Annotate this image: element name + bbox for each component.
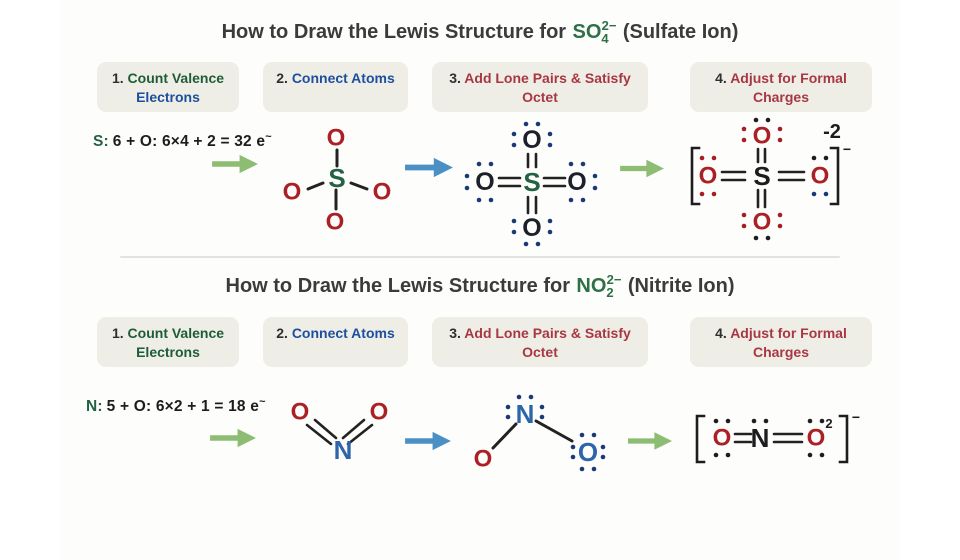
nitrite-formula-superscript: 2− xyxy=(606,272,622,287)
step-4-line-1: 4. Adjust for Formal xyxy=(715,325,847,341)
sulfate-electron-count xyxy=(93,131,272,151)
oxygen-atom-label: O xyxy=(282,178,302,206)
sulfate-step-1-box xyxy=(97,62,239,112)
green-arrow-icon xyxy=(628,430,672,452)
nitrite-step-1-box xyxy=(97,317,239,367)
sulfate-step-4-box xyxy=(690,62,872,112)
nitrite-title-suffix: (Nitrite Ion) xyxy=(627,275,735,297)
sulfur-atom-label: S xyxy=(328,163,346,193)
oxygen-atom-label: O xyxy=(806,424,826,452)
oxygen-atom-label: O xyxy=(522,214,542,242)
green-arrow-icon xyxy=(620,158,664,179)
sulfate-title-suffix: (Sulfate Ion) xyxy=(622,21,739,43)
step-2-line-1: 2. Connect Atoms xyxy=(276,70,395,86)
oxygen-atom-label: O xyxy=(810,162,830,190)
nitrite-element-symbol: N: xyxy=(86,398,103,415)
step-3-line-1: 3. Add Lone Pairs & Satisfy xyxy=(449,70,631,86)
oxygen-atom-label: O xyxy=(752,208,772,236)
sulfur-atom-label: S xyxy=(753,161,771,191)
sulfate-title-prefix: How to Draw the Lewis Structure for xyxy=(221,21,567,43)
step-1-line-2: Electrons xyxy=(136,344,200,360)
nitrite-title xyxy=(0,272,960,300)
blue-arrow-icon xyxy=(404,430,452,452)
oxygen-atom-label: O xyxy=(698,162,718,190)
sulfate-electron-superscript: ~ xyxy=(265,131,272,143)
nitrite-formula: $NO_2^{2-}$ xyxy=(576,272,622,300)
green-arrow-icon xyxy=(210,427,256,449)
oxygen-atom-label: O xyxy=(473,445,493,473)
step-2-line-1: 2. Connect Atoms xyxy=(276,325,395,341)
oxygen-atom-label: O xyxy=(752,122,772,150)
sulfate-electron-expression: 6 + O: 6×4 + 2 = 32 e xyxy=(112,133,266,150)
nitrite-step-3-box xyxy=(432,317,648,367)
step-3-line-2: Octet xyxy=(522,344,558,360)
sulfate-element-symbol: S: xyxy=(93,133,109,150)
nitrite-final-structure xyxy=(688,404,888,474)
nitrite-step-4-box xyxy=(690,317,872,367)
step-3-line-1: 3. Add Lone Pairs & Satisfy xyxy=(449,325,631,341)
oxygen-atom-label: O xyxy=(372,178,392,206)
step-4-line-1: 4. Adjust for Formal xyxy=(715,70,847,86)
oxygen-atom-label: O xyxy=(567,168,587,196)
oxygen-superscript: 2 xyxy=(825,416,833,431)
nitrite-electron-count xyxy=(86,396,266,416)
nitrite-skeletal-structure xyxy=(280,398,400,468)
oxygen-atom-label: O xyxy=(577,437,599,467)
sulfate-lone-pair-structure xyxy=(455,118,625,248)
nitrite-electron-expression: 5 + O: 6×2 + 1 = 18 e xyxy=(106,398,260,415)
step-3-line-2: Octet xyxy=(522,89,558,105)
sulfate-title xyxy=(0,18,960,46)
step-1-line-1: 1. Count Valence xyxy=(111,325,225,341)
nitrite-electron-superscript: ~ xyxy=(259,396,266,408)
oxygen-atom-label: O xyxy=(290,398,310,426)
nitrite-formula-subscript: 2 xyxy=(606,285,614,300)
nitrogen-atom-label: N xyxy=(515,399,535,429)
sulfate-step-2-box xyxy=(263,62,408,112)
net-charge-label: -2 xyxy=(823,121,841,143)
sulfate-final-structure xyxy=(680,112,870,260)
bracket-charge-superscript: − xyxy=(842,141,852,157)
oxygen-atom-label: O xyxy=(522,126,542,154)
oxygen-atom-label: O xyxy=(326,124,346,152)
oxygen-atom-label: O xyxy=(475,168,495,196)
oxygen-atom-label: O xyxy=(712,424,732,452)
nitrite-title-prefix: How to Draw the Lewis Structure for xyxy=(225,275,570,297)
nitrogen-atom-label: N xyxy=(750,423,770,453)
sulfate-formula-subscript: 4 xyxy=(601,31,609,46)
sulfate-formula-superscript: 2− xyxy=(601,18,617,33)
nitrite-step-2-box xyxy=(263,317,408,367)
oxygen-atom-label: O xyxy=(369,398,389,426)
sulfate-step-3-box xyxy=(432,62,648,112)
step-4-line-2: Charges xyxy=(752,344,810,360)
sulfate-skeletal-structure xyxy=(270,124,400,234)
section-divider xyxy=(120,256,840,258)
sulfur-atom-label: S xyxy=(523,167,541,197)
nitrogen-atom-label: N xyxy=(333,435,353,465)
step-1-line-1: 1. Count Valence xyxy=(111,70,225,86)
step-4-line-2: Charges xyxy=(752,89,810,105)
oxygen-atom-label: O xyxy=(325,208,345,236)
step-1-line-2: Electrons xyxy=(136,89,200,105)
bracket-charge-superscript: − xyxy=(851,409,861,425)
green-arrow-icon xyxy=(212,153,258,175)
blue-arrow-icon xyxy=(404,156,454,179)
sulfate-formula: $SO_4^{2-}$ xyxy=(572,18,617,46)
nitrite-lone-pair-structure xyxy=(465,384,620,484)
